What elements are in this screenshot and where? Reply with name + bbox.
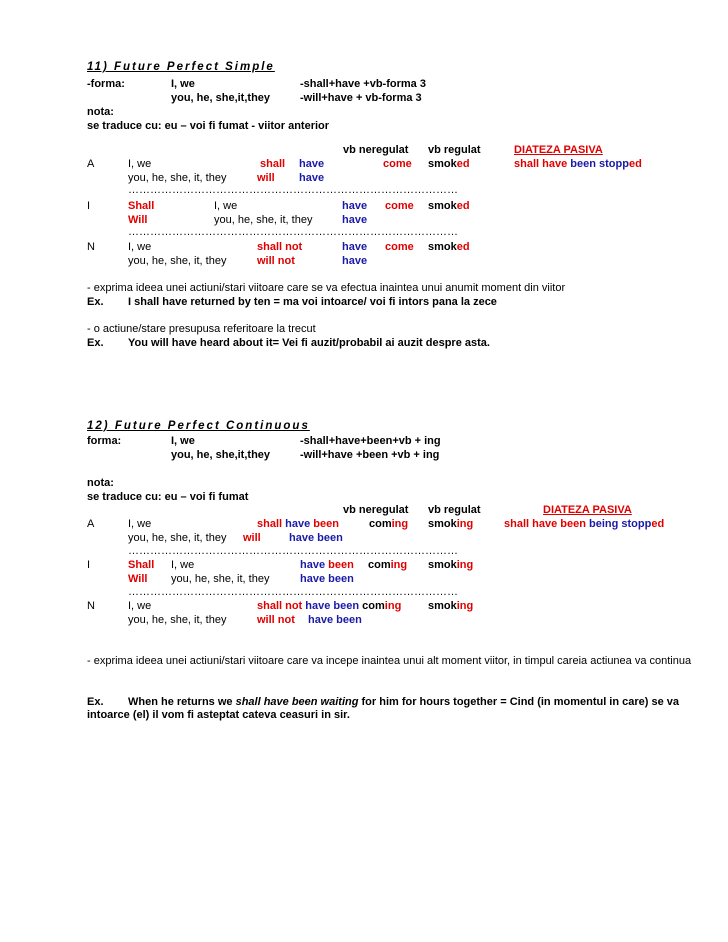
header-regular: vb regulat <box>428 144 481 156</box>
header-irregular: vb neregulat <box>343 144 409 156</box>
forma-rule-1: -shall+have +vb-forma 3 <box>300 78 426 90</box>
pronoun: I, we <box>171 559 195 571</box>
dotted-divider: ……………………………………………………………………………… <box>128 226 458 238</box>
header-passive: DIATEZA PASIVA <box>543 504 632 516</box>
section-11-title: 11) Future Perfect Simple <box>87 61 275 73</box>
forma-label: -forma: <box>87 78 125 90</box>
have-been-word: have been <box>300 559 354 571</box>
forma-pron-1: I, we <box>171 78 195 90</box>
auxiliary: Will <box>128 214 148 226</box>
auxiliary: will not <box>257 614 295 626</box>
auxiliary: shall <box>260 158 286 170</box>
pronoun: you, he, she, it, they <box>128 172 227 184</box>
passive-form: shall have been stopped <box>514 158 642 170</box>
regular-verb: smoking <box>428 518 474 530</box>
pronoun: you, he, she, it, they <box>128 532 227 544</box>
forma-pron-2: you, he, she,it,they <box>171 449 271 461</box>
pronoun: I, we <box>128 600 152 612</box>
auxiliary-phrase: shall have been <box>257 518 339 530</box>
pronoun: I, we <box>128 518 152 530</box>
usage-note: - o actiune/stare presupusa referitoare la trecut <box>87 323 316 335</box>
irregular-verb: come <box>383 158 412 170</box>
have-word: have <box>342 214 368 226</box>
header-irregular: vb neregulat <box>343 504 409 516</box>
pronoun: I, we <box>128 241 152 253</box>
irregular-verb: come <box>385 200 414 212</box>
regular-verb: smoking <box>428 559 474 571</box>
irregular-verb: come <box>385 241 414 253</box>
auxiliary: will <box>257 172 275 184</box>
irregular-verb: coming <box>368 559 408 571</box>
regular-verb: smoked <box>428 200 470 212</box>
example-label: Ex. <box>87 296 104 308</box>
passive-form: shall have been being stopped <box>504 518 665 530</box>
pronoun: you, he, she, it, they <box>128 255 227 267</box>
header-regular: vb regulat <box>428 504 481 516</box>
have-word: have <box>342 255 368 267</box>
pronoun: you, he, she, it, they <box>214 214 313 226</box>
forma-label: forma: <box>87 435 122 447</box>
have-word: have <box>299 158 325 170</box>
have-been-word: have been <box>300 573 354 585</box>
nota-label: nota: <box>87 477 114 489</box>
have-word: have <box>299 172 325 184</box>
auxiliary: Shall <box>128 559 155 571</box>
example-text: When he returns we shall have been waiting for him for hours together = Cind (in momentul in care) se va intoarce (el) il vom fi asteptat cateva ceasuri in sir. <box>87 696 680 721</box>
dotted-divider: ……………………………………………………………………………… <box>128 586 458 598</box>
forma-rule-1: -shall+have+been+vb + ing <box>300 435 441 447</box>
forma-pron-1: I, we <box>171 435 195 447</box>
interrogative-letter: I <box>87 200 91 212</box>
usage-note: - exprima ideea unei actiuni/stari viitoare care se va efectua inaintea unui anumit moment din viitor <box>87 282 566 294</box>
forma-pron-2: you, he, she,it,they <box>171 92 271 104</box>
regular-verb: smoked <box>428 158 470 170</box>
pronoun: you, he, she, it, they <box>128 614 227 626</box>
auxiliary: Shall <box>128 200 155 212</box>
interrogative-letter: I <box>87 559 91 571</box>
pronoun: you, he, she, it, they <box>171 573 270 585</box>
regular-verb: smoked <box>428 241 470 253</box>
have-been-word: have been <box>308 614 362 626</box>
example-label: Ex. <box>87 337 104 349</box>
auxiliary: shall not <box>257 241 303 253</box>
auxiliary: Will <box>128 573 148 585</box>
have-word: have <box>342 241 368 253</box>
auxiliary-phrase: shall not have been coming <box>257 600 402 612</box>
example-text: I shall have returned by ten = ma voi intoarce/ voi fi intors pana la zece <box>128 296 497 308</box>
auxiliary: will not <box>257 255 295 267</box>
section-12-title: 12) Future Perfect Continuous <box>87 420 310 432</box>
traduce-line: se traduce cu: eu – voi fi fumat <box>87 491 249 503</box>
affirmative-letter: A <box>87 518 95 530</box>
negative-letter: N <box>87 600 95 612</box>
dotted-divider: ……………………………………………………………………………… <box>128 545 458 557</box>
forma-rule-2: -will+have + vb-forma 3 <box>300 92 422 104</box>
auxiliary: will <box>243 532 261 544</box>
pronoun: I, we <box>214 200 238 212</box>
header-passive: DIATEZA PASIVA <box>514 144 603 156</box>
have-been-word: have been <box>289 532 343 544</box>
irregular-verb: coming <box>369 518 409 530</box>
forma-rule-2: -will+have +been +vb + ing <box>300 449 440 461</box>
traduce-line: se traduce cu: eu – voi fi fumat - viitor anterior <box>87 120 330 132</box>
nota-label: nota: <box>87 106 114 118</box>
have-word: have <box>342 200 368 212</box>
example-label: Ex. <box>87 696 104 708</box>
usage-note: - exprima ideea unei actiuni/stari viitoare care va incepe inaintea unui alt moment viitor, in timpul careia actiunea va continua <box>87 655 692 667</box>
example-text: You will have heard about it= Vei fi auzit/probabil ai auzit despre asta. <box>128 337 490 349</box>
pronoun: I, we <box>128 158 152 170</box>
affirmative-letter: A <box>87 158 95 170</box>
negative-letter: N <box>87 241 95 253</box>
regular-verb: smoking <box>428 600 474 612</box>
dotted-divider: ……………………………………………………………………………… <box>128 184 458 196</box>
